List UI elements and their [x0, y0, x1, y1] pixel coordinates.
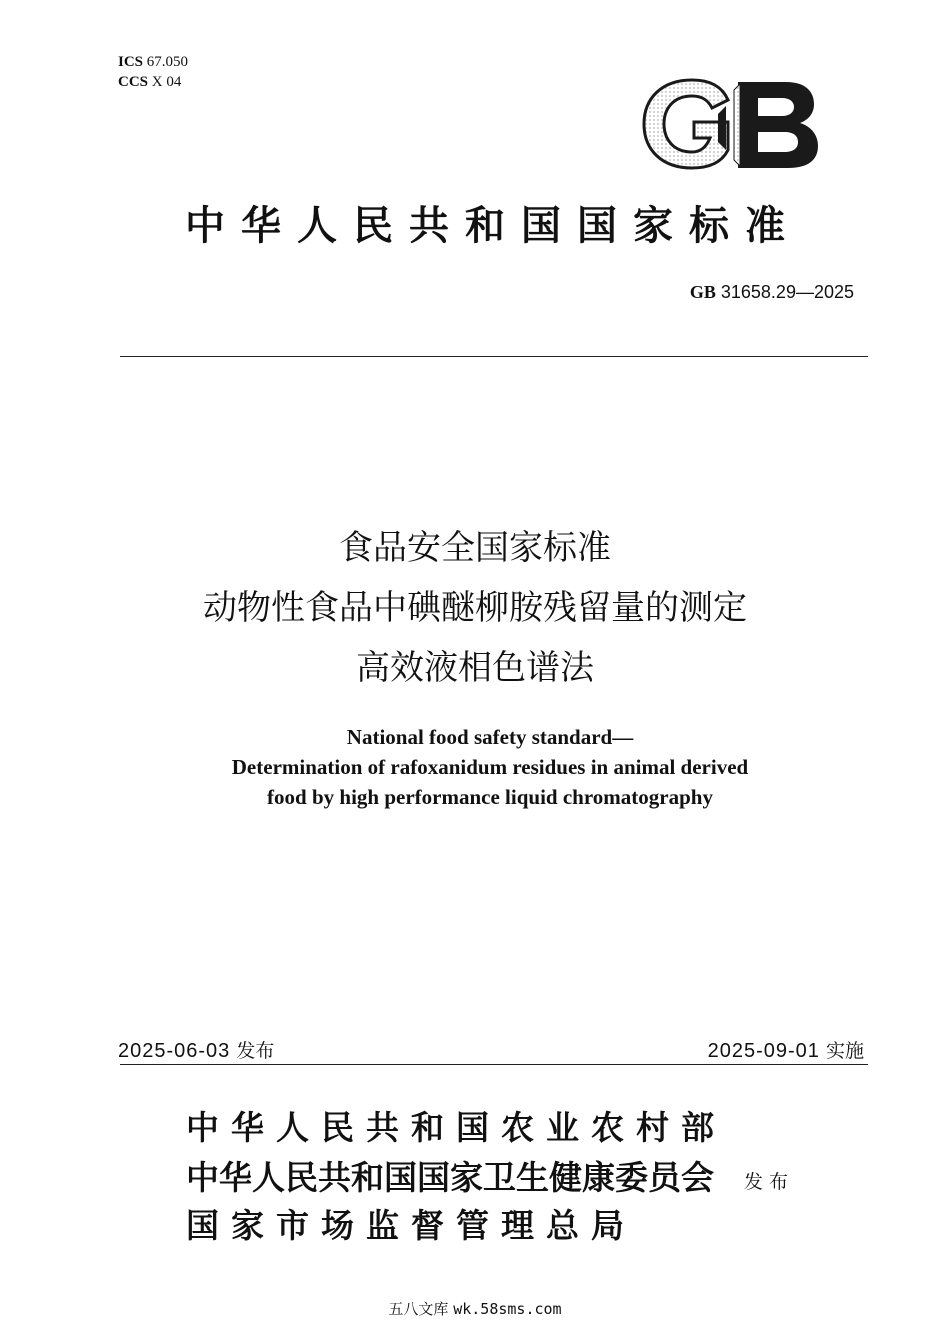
bottom-divider — [120, 1064, 868, 1065]
watermark-footer — [0, 1298, 950, 1319]
standard-number — [690, 282, 854, 303]
logo-letter-b — [738, 82, 818, 168]
publish-label: 发布 — [744, 1171, 795, 1193]
ics-line — [118, 52, 188, 72]
issue-date-block — [118, 1036, 274, 1063]
title-en — [0, 722, 950, 812]
ccs-label: CCS — [118, 74, 149, 90]
implement-date-block — [708, 1036, 864, 1063]
issuer-market-regulation: 国家市场监督管理总局 — [186, 1206, 636, 1245]
title-cn-line: 动物性食品中碘醚柳胺残留量的测定 — [203, 588, 747, 628]
title-en-line: food by high performance liquid chromatography — [267, 785, 713, 809]
footer-site-url[interactable]: wk.58sms.com — [453, 1300, 562, 1318]
top-divider — [120, 356, 868, 357]
ics-value: 67.050 — [146, 54, 189, 70]
implement-date: 2025-09-01 — [707, 1040, 820, 1062]
ccs-line — [118, 72, 188, 92]
classification-codes — [118, 52, 188, 92]
title-en-line: National food safety standard— — [346, 725, 634, 749]
title-cn — [0, 518, 950, 698]
standard-prefix: GB — [689, 282, 716, 302]
title-cn-line: 高效液相色谱法 — [356, 648, 594, 688]
issue-date: 2025-06-03 — [118, 1040, 231, 1062]
implement-label: 实施 — [825, 1040, 864, 1062]
title-cn-line: 食品安全国家标准 — [339, 528, 611, 568]
standard-code: 31658.29—2025 — [720, 282, 854, 302]
ccs-value: X 04 — [151, 74, 182, 90]
footer-site-name: 五八文库 — [388, 1300, 449, 1318]
issuer-health-commission: 中华人民共和国国家卫生健康委员会 — [186, 1158, 714, 1197]
issuer-ministry-agriculture: 中华人民共和国农业农村部 — [186, 1108, 726, 1147]
ics-label: ICS — [118, 54, 144, 70]
gb-logo — [640, 78, 820, 170]
title-en-line: Determination of rafoxanidum residues in animal derived — [231, 755, 749, 779]
logo-letter-g — [644, 80, 728, 168]
logo-text — [820, 78, 821, 79]
issue-label: 发布 — [236, 1040, 275, 1062]
national-standard-title: 中华人民共和国国家标准 — [185, 203, 801, 249]
